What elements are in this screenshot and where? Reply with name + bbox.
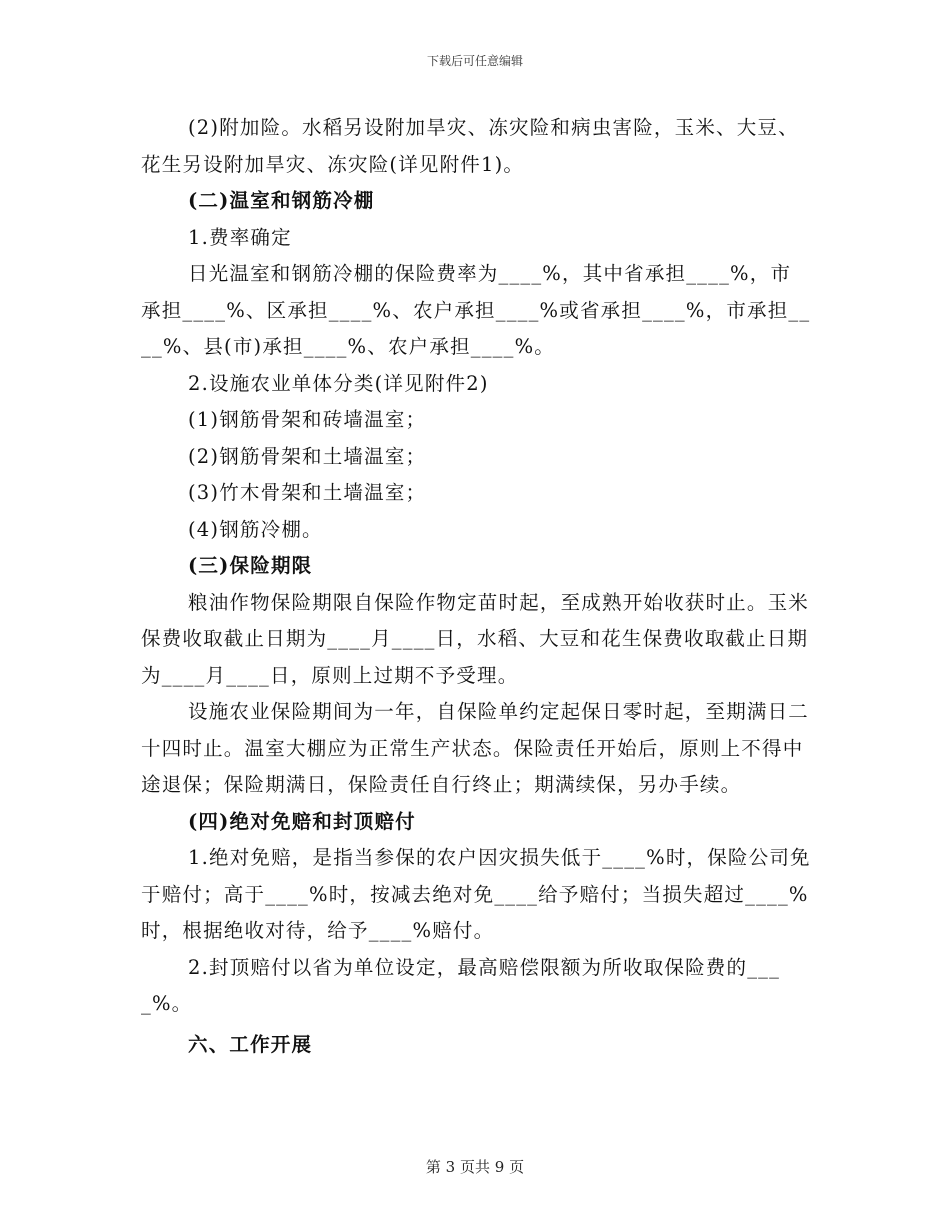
paragraph-deductible: 1.绝对免赔，是指当参保的农户因灾损失低于____%时，保险公司免于赔付；高于____%时，按减去绝对免____给予赔付；当损失超过____%时，根据绝收对待，给予____%赔付。 [141,846,811,942]
subheading-rate: 1.费率确定 [188,225,292,249]
list-item-1: (1)钢筋骨架和砖墙温室； [188,408,427,431]
section-heading-deductible: (四)绝对免赔和封顶赔付 [188,809,416,833]
subheading-classification: 2.设施农业单体分类(详见附件2) [188,371,489,395]
paragraph-facility-period: 设施农业保险期间为一年，自保险单约定起保日零时起，至期满日二十四时止。温室大棚应为正常生产状态。保险责任开始后，原则上不得中途退保；保险期满日，保险责任自行终止；期满续保，另办手续。 [141,700,810,796]
section-heading-work: 六、工作开展 [188,1032,313,1056]
paragraph-cap: 2.封顶赔付以省为单位设定，最高赔偿限额为所收取保险费的____%。 [141,955,781,1015]
paragraph-rate-details: 日光温室和钢筋冷棚的保险费率为____%，其中省承担____%，市承担____%、区承担____%、农户承担____%或省承担____%，市承担____%、县(市)承担____%、农户承担____%。 [141,262,811,358]
page-header: 下载后可任意编辑 [426,54,523,68]
document-body [141,110,811,1063]
list-item-2: (2)钢筋骨架和土墙温室； [188,444,427,468]
section-heading-greenhouse: (二)温室和钢筋冷棚 [188,189,375,212]
list-item-4: (4)钢筋冷棚。 [188,517,323,541]
section-heading-period: (三)保险期限 [188,554,313,577]
paragraph-additional-insurance: (2)附加险。水稻另设附加旱灾、冻灾险和病虫害险，玉米、大豆、花生另设附加旱灾、冻灾险(详见附件1)。 [141,116,799,176]
list-item-3: (3)竹木骨架和土墙温室； [188,481,427,504]
paragraph-crop-period: 粮油作物保险期限自保险作物定苗时起，至成熟开始收获时止。玉米保费收取截止日期为____月____日，水稻、大豆和花生保费收取截止日期为____月____日，原则上过期不予受理。 [141,590,810,687]
page-footer: 第 3 页共 9 页 [425,1158,525,1176]
